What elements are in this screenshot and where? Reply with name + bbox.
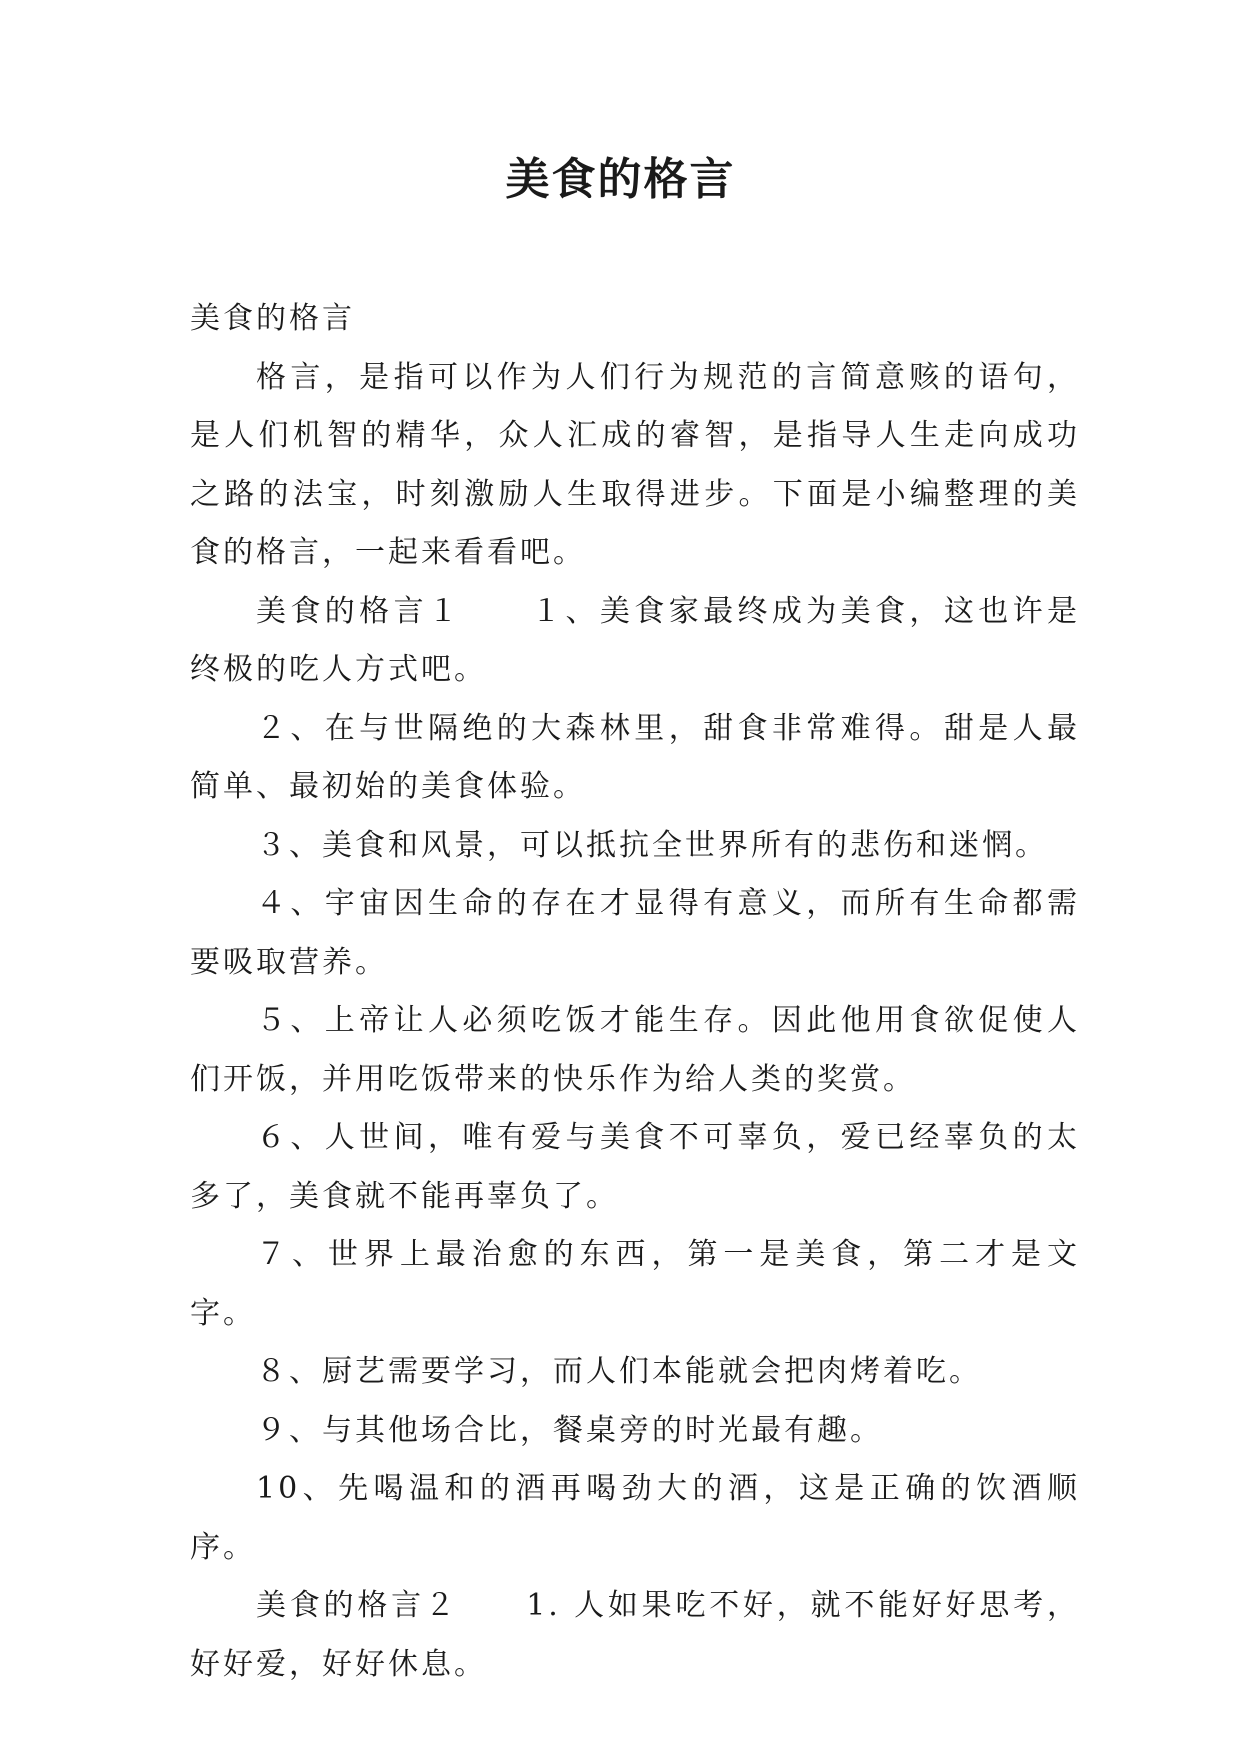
paragraph-quote-8: ８、厨艺需要学习，而人们本能就会把肉烤着吃。 [256,1354,982,1389]
document-title: 美食的格言 [505,154,736,205]
paragraph-quote-4: ４、宇宙因生命的存在才显得有意义，而所有生命都需要吸取营养。 [190,886,1080,980]
paragraph-intro: 格言，是指可以作为人们行为规范的言简意赅的语句，是人们机智的精华，众人汇成的睿智，是指导人生走向成功之路的法宝，时刻激励人生取得进步。下面是小编整理的美食的格言，一起来看看吧。 [190,359,1080,570]
document-body [190,290,1080,1694]
paragraph-quote-7: ７、世界上最治愈的东西，第一是美食，第二才是文字。 [190,1237,1080,1331]
paragraph-section-2: 美食的格言２ 1. 人如果吃不好，就不能好好思考，好好爱，好好休息。 [190,1588,1080,1682]
paragraph-quote-1: 美食的格言１ １、美食家最终成为美食，这也许是终极的吃人方式吧。 [190,593,1080,687]
paragraph-quote-6: ６、人世间，唯有爱与美食不可辜负，爱已经辜负的太多了，美食就不能再辜负了。 [190,1120,1080,1214]
paragraph-quote-2: ２、在与世隔绝的大森林里，甜食非常难得。甜是人最简单、最初始的美食体验。 [190,710,1080,804]
paragraph-quote-3: ３、美食和风景，可以抵抗全世界所有的悲伤和迷惘。 [256,827,1048,863]
paragraph-quote-10: 10、先喝温和的酒再喝劲大的酒，这是正确的饮酒顺序。 [190,1471,1080,1565]
paragraph-quote-9: ９、与其他场合比，餐桌旁的时光最有趣。 [256,1412,883,1448]
paragraph-heading: 美食的格言 [190,301,355,336]
paragraph-quote-5: ５、上帝让人必须吃饭才能生存。因此他用食欲促使人们开饭，并用吃饭带来的快乐作为给人类的奖赏。 [190,1003,1080,1097]
